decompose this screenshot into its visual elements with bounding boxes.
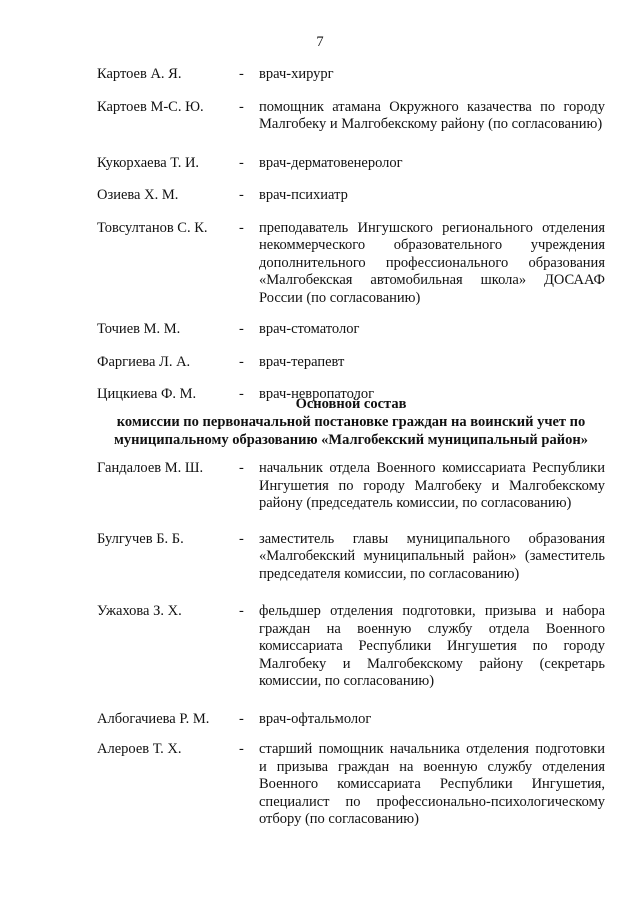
member-name: Фаргиева Л. А. — [97, 353, 191, 370]
dash-separator: - — [239, 187, 244, 203]
member-role: врач-офтальмолог — [259, 710, 372, 727]
member-name: Ужахова З. Х. — [97, 603, 182, 619]
member-role: врач-терапевт — [259, 353, 345, 370]
member-role: фельдшер отделения подготовки, призыва и набора граждан на военную службу отдела Военного комиссариата Республики Ингушетия по городу Малгобеку и Малгобекскому району (секретарь комиссии, по согласованию) — [259, 603, 605, 689]
member-row — [97, 155, 605, 173]
member-list-top — [97, 66, 605, 404]
member-role: врач-хирург — [259, 66, 334, 82]
dash-separator: - — [239, 460, 244, 476]
heading-line-3: муниципальному образованию «Малгобекский муниципальный район» — [114, 432, 588, 448]
member-row — [97, 460, 605, 513]
dash-separator: - — [239, 603, 244, 619]
page-number: 7 — [316, 34, 324, 50]
member-row — [97, 711, 605, 729]
dash-separator: - — [239, 321, 244, 337]
member-name: Албогачиева Р. М. — [97, 710, 210, 727]
dash-separator: - — [239, 219, 244, 236]
member-row — [97, 220, 605, 308]
member-name: Гандалоев М. Ш. — [97, 460, 204, 476]
heading-line-2: комиссии по первоначальной постановке граждан на воинский учет по — [116, 414, 586, 430]
dash-separator: - — [239, 741, 244, 757]
member-name: Озиева Х. М. — [97, 187, 179, 203]
heading-line-1: Основной состав — [295, 396, 407, 412]
member-row — [97, 531, 605, 584]
section-heading — [86, 395, 616, 449]
member-role: врач-дерматовенеролог — [259, 154, 403, 171]
member-name: Товсултанов С. К. — [97, 219, 208, 236]
member-row — [97, 66, 605, 84]
member-name: Кукорхаева Т. И. — [97, 154, 200, 171]
member-list-bottom — [97, 460, 605, 829]
member-role: врач-невропатолог — [259, 386, 375, 402]
member-role: преподаватель Ингушского регионального отделения некоммерческого образовательного учреждения дополнительного профессионального образования «Малгобекская автомобильная школа» ДОСААФ России (по согласованию) — [259, 219, 605, 306]
member-row — [97, 603, 605, 691]
member-row — [97, 99, 605, 134]
dash-separator: - — [239, 353, 244, 370]
member-name: Булгучев Б. Б. — [97, 530, 184, 547]
member-row — [97, 321, 605, 339]
member-role: помощник атамана Окружного казачества по городу Малгобеку и Малгобекскому району (по согласованию) — [259, 98, 605, 132]
member-role: врач-стоматолог — [259, 321, 360, 337]
dash-separator: - — [239, 98, 244, 115]
member-role: врач-психиатр — [259, 187, 348, 203]
dash-separator: - — [239, 386, 244, 402]
dash-separator: - — [239, 710, 244, 727]
dash-separator: - — [239, 530, 244, 547]
member-role: старший помощник начальника отделения подготовки и призыва граждан на военную службу отделения Военного комиссариата Республики Ингушетия, специалист по профессионально-психологическому отбору (по согласованию) — [259, 741, 605, 827]
member-row — [97, 187, 605, 205]
member-row — [97, 354, 605, 372]
member-row — [97, 741, 605, 829]
member-name: Точиев М. М. — [97, 321, 181, 337]
member-name: Алероев Т. Х. — [97, 741, 182, 757]
member-name: Цицкиева Ф. М. — [97, 386, 197, 402]
member-name: Картоев А. Я. — [97, 66, 182, 82]
member-role: заместитель главы муниципального образования «Малгобекский муниципальный район» (заместитель председателя комиссии, по согласованию) — [259, 530, 605, 582]
member-name: Картоев М-С. Ю. — [97, 98, 204, 115]
dash-separator: - — [239, 66, 244, 82]
dash-separator: - — [239, 154, 244, 171]
member-role: начальник отдела Военного комиссариата Республики Ингушетия по городу Малгобеку и Малгобекскому району (председатель комиссии, по согласованию) — [259, 460, 605, 511]
